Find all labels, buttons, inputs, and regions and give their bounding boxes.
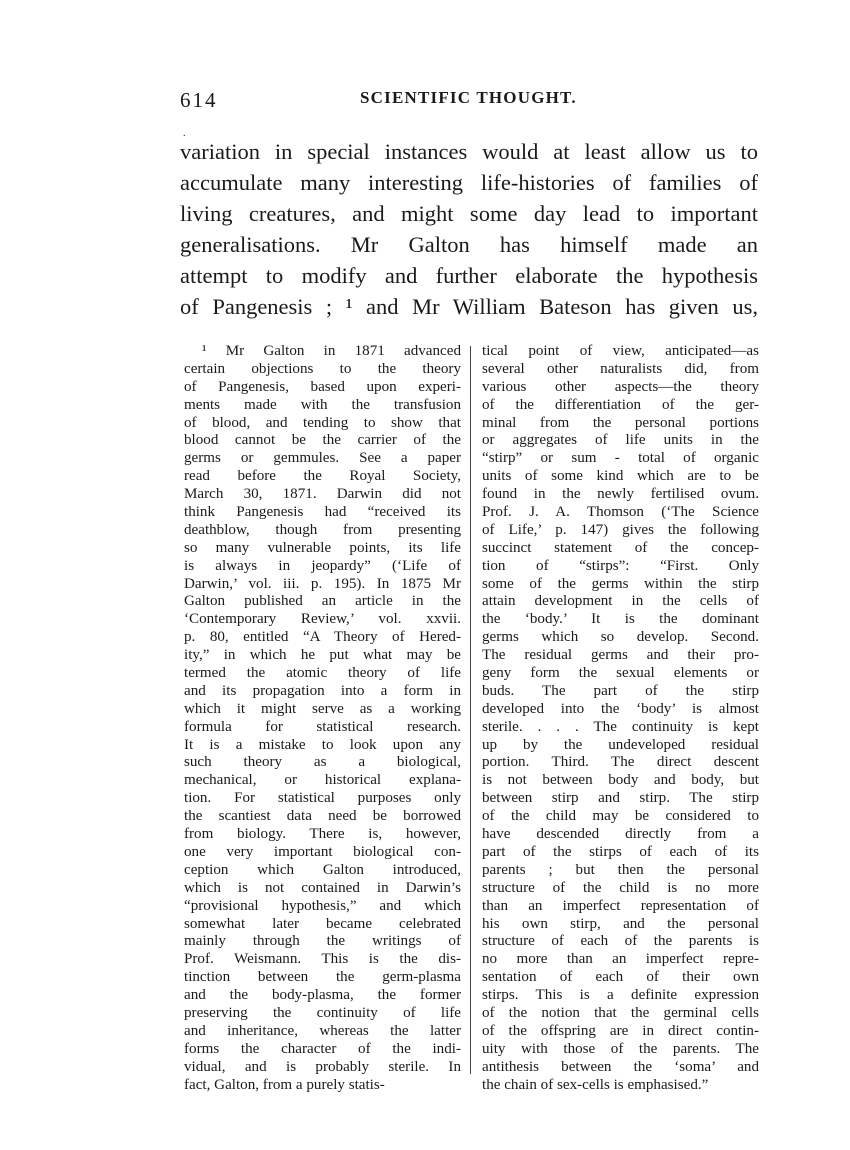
footnote-line: ¹ Mr Galton in 1871 advanced <box>202 343 461 359</box>
footnote-line: is not between body and body, but <box>482 772 759 789</box>
footnote-line: deathblow, though from presenting <box>184 521 461 538</box>
footnote-line: portion. Third. The direct descent <box>482 754 759 771</box>
footnote-line: no more than an imperfect repre- <box>482 951 759 968</box>
body-text-line: accumulate many interesting life-histories of families of <box>180 170 758 195</box>
column-divider <box>470 346 471 1074</box>
footnote-line: ments made with the transfusion <box>184 396 461 413</box>
footnote-line: some of the germs within the stirp <box>482 575 759 592</box>
footnote-line: blood cannot be the carrier of the <box>184 432 461 449</box>
footnote-line: tical point of view, anticipated—as <box>482 343 759 359</box>
footnote-line: parents ; but then the personal <box>482 861 759 878</box>
footnote-line: and inheritance, whereas the latter <box>184 1022 461 1039</box>
footnote-line: geny form the sexual elements or <box>482 665 759 682</box>
footnote-line: ception which Galton introduced, <box>184 861 461 878</box>
footnote-line: Galton published an article in the <box>184 593 461 610</box>
footnote-line: units of some kind which are to be <box>482 468 759 485</box>
footnote-line: stirps. This is a definite expression <box>482 987 759 1004</box>
footnote-line: mainly through the writings of <box>184 933 461 950</box>
footnote-line: and the body-plasma, the former <box>184 987 461 1004</box>
main-paragraph <box>180 136 758 322</box>
footnote-line: p. 80, entitled “A Theory of Hered- <box>184 629 461 646</box>
footnote-line: antithesis between the ‘soma’ and <box>482 1058 759 1075</box>
footnote-line: the ‘body.’ It is the dominant <box>482 611 759 628</box>
footnote-line: sterile. . . . The continuity is kept <box>482 718 759 735</box>
footnote-line: or aggregates of life units in the <box>482 432 759 449</box>
footnote-line: read before the Royal Society, <box>184 468 461 485</box>
footnote-line: of the child may be considered to <box>482 808 759 825</box>
footnote-line: forms the character of the indi- <box>184 1040 461 1057</box>
footnote-line: “provisional hypothesis,” and which <box>184 897 461 914</box>
footnote-line: of blood, and tending to show that <box>184 414 461 431</box>
footnote-line: of the offspring are in direct contin- <box>482 1022 759 1039</box>
footnote-line: of the notion that the germinal cells <box>482 1004 759 1021</box>
footnote-line: of the differentiation of the ger- <box>482 396 759 413</box>
footnote-line: have descended directly from a <box>482 826 759 843</box>
footnote-line: part of the stirps of each of its <box>482 843 759 860</box>
footnote-line: tion. For statistical purposes only <box>184 790 461 807</box>
footnote-line: minal from the personal portions <box>482 414 759 431</box>
footnote-line: found in the newly fertilised ovum. <box>482 486 759 503</box>
footnote-line: various other aspects—the theory <box>482 378 759 395</box>
page-number: 614 <box>180 88 218 112</box>
footnote-line: the chain of sex-cells is emphasised.” <box>482 1076 709 1093</box>
footnote-line: somewhat later became celebrated <box>184 915 461 932</box>
footnote-line: his own stirp, and the personal <box>482 915 759 932</box>
body-text-line: generalisations. Mr Galton has himself made an <box>180 232 758 257</box>
footnote-line: of Pangenesis, based upon experi- <box>184 378 461 395</box>
footnote-line: up by the undeveloped residual <box>482 736 759 753</box>
footnote-line: of Life,’ p. 147) gives the following <box>482 521 759 538</box>
footnote-line: vidual, and is probably sterile. In <box>184 1058 461 1075</box>
footnote-line: think Pangenesis had “received its <box>184 504 461 521</box>
footnote-line: the scantiest data need be borrowed <box>184 808 461 825</box>
footnote-line: It is a mistake to look upon any <box>184 736 461 753</box>
footnote-line: structure of the child is no more <box>482 879 759 896</box>
footnote-line: between stirp and stirp. The stirp <box>482 790 759 807</box>
footnote-line: termed the atomic theory of life <box>184 665 461 682</box>
footnote-line: mechanical, or historical explana- <box>184 772 461 789</box>
footnote-line: ity,” in which he put what may be <box>184 647 461 664</box>
footnote-line: The residual germs and their pro- <box>482 647 759 664</box>
footnote-line: tion of “stirps”: “First. Only <box>482 557 759 574</box>
footnote-line: March 30, 1871. Darwin did not <box>184 486 461 503</box>
footnote-line: is always in jeopardy” (‘Life of <box>184 557 461 574</box>
footnote-line: so many vulnerable points, its life <box>184 539 461 556</box>
footnote-line: several other naturalists did, from <box>482 360 759 377</box>
body-text-line: of Pangenesis ; ¹ and Mr William Bateson has given us, <box>180 294 758 319</box>
footnote-line: which it might serve as a working <box>184 700 461 717</box>
running-head <box>180 88 760 118</box>
body-text-line: variation in special instances would at least allow us to <box>180 139 758 164</box>
body-text-line: attempt to modify and further elaborate the hypothesis <box>180 263 758 288</box>
footnote-line: “stirp” or sum - total of organic <box>482 450 759 467</box>
footnote-line: preserving the continuity of life <box>184 1004 461 1021</box>
footnote-line: attain development in the cells of <box>482 593 759 610</box>
footnote-line: Prof. Weismann. This is the dis- <box>184 951 461 968</box>
footnote-line: which is not contained in Darwin’s <box>184 879 461 896</box>
footnote-line: sentation of each of their own <box>482 969 759 986</box>
footnote-line: germs which so develop. Second. <box>482 629 759 646</box>
footnote-right-column <box>482 343 759 1094</box>
footnote-line: Prof. J. A. Thomson (‘The Science <box>482 504 759 521</box>
running-title: SCIENTIFIC THOUGHT. <box>360 88 577 107</box>
footnote-line: succinct statement of the concep- <box>482 539 759 556</box>
footnote-line: tinction between the germ-plasma <box>184 969 461 986</box>
footnote-line: germs or gemmules. See a paper <box>184 450 461 467</box>
footnote-line: certain objections to the theory <box>184 360 461 377</box>
footnote-line: one very important biological con- <box>184 843 461 860</box>
footnote-line: such theory as a biological, <box>184 754 461 771</box>
footnote-line: fact, Galton, from a purely statis- <box>184 1076 385 1093</box>
footnote-line: ‘Contemporary Review,’ vol. xxvii. <box>184 611 461 628</box>
footnote-line: from biology. There is, however, <box>184 826 461 843</box>
footnote-line: Darwin,’ vol. iii. p. 195). In 1875 Mr <box>184 575 461 592</box>
footnote-line: than an imperfect representation of <box>482 897 759 914</box>
footnote-line: formula for statistical research. <box>184 718 461 735</box>
body-text-line: living creatures, and might some day lead to important <box>180 201 758 226</box>
stray-mark: . <box>183 128 186 139</box>
footnote-line: uity with those of the parents. The <box>482 1040 759 1057</box>
footnote-line: structure of each of the parents is <box>482 933 759 950</box>
footnote-line: and its propagation into a form in <box>184 682 461 699</box>
footnote-left-column <box>184 343 461 1094</box>
footnote-line: developed into the ‘body’ is almost <box>482 700 759 717</box>
footnote-line: buds. The part of the stirp <box>482 682 759 699</box>
